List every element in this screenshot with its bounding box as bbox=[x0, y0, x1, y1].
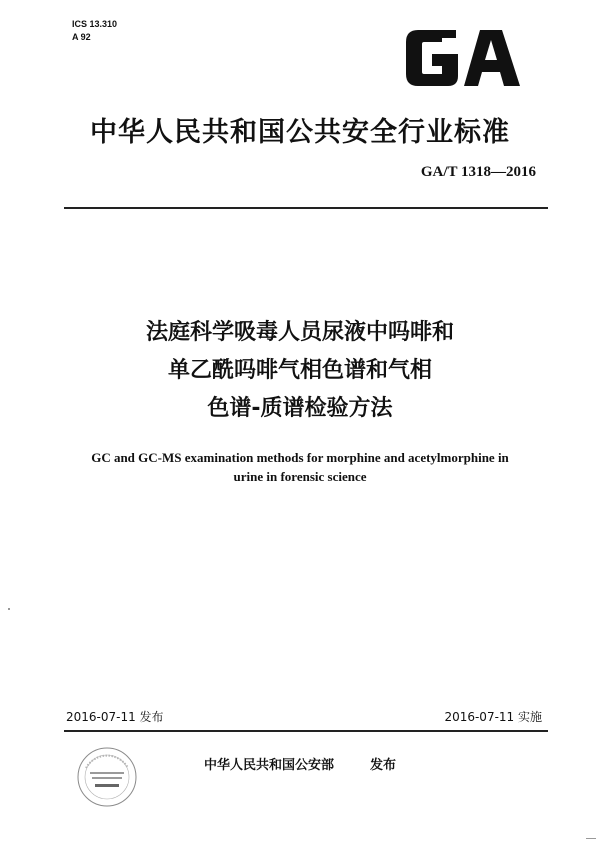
english-title-line-2: urine in forensic science bbox=[233, 469, 367, 484]
implementation-date: 2016-07-11 实施 bbox=[444, 710, 542, 724]
chinese-title-line-3: 色谱-质谱检验方法 bbox=[207, 396, 393, 421]
ga-logo-g bbox=[406, 30, 458, 86]
ga-logo-a bbox=[464, 30, 520, 86]
issue-date: 2016-07-11 发布 bbox=[66, 710, 164, 724]
english-title-line-1: GC and GC-MS examination methods for morphine and acetylmorphine in bbox=[91, 450, 509, 465]
english-title bbox=[0, 448, 600, 486]
chinese-title-line-2: 单乙酰吗啡气相色谱和气相 bbox=[167, 358, 432, 383]
chinese-title-line-1: 法庭科学吸毒人员尿液中吗啡和 bbox=[145, 320, 454, 345]
ics-code: ICS 13.310 bbox=[72, 19, 118, 29]
standard-category-title: 中华人民共和国公共安全行业标准 bbox=[90, 117, 510, 148]
ccs-code: A 92 bbox=[72, 32, 91, 42]
scan-mark bbox=[586, 838, 596, 839]
issuer-name: 中华人民共和国公安部 bbox=[203, 758, 334, 773]
classification-codes bbox=[72, 18, 117, 44]
standard-number: GA/T 1318—2016 bbox=[420, 164, 536, 180]
scan-mark bbox=[8, 608, 10, 610]
round-stamp-icon bbox=[76, 746, 138, 808]
top-divider bbox=[64, 207, 548, 209]
issue-word: 发布 bbox=[370, 758, 397, 773]
bottom-divider bbox=[64, 730, 548, 732]
chinese-title bbox=[0, 314, 600, 428]
ga-logo bbox=[404, 26, 522, 90]
